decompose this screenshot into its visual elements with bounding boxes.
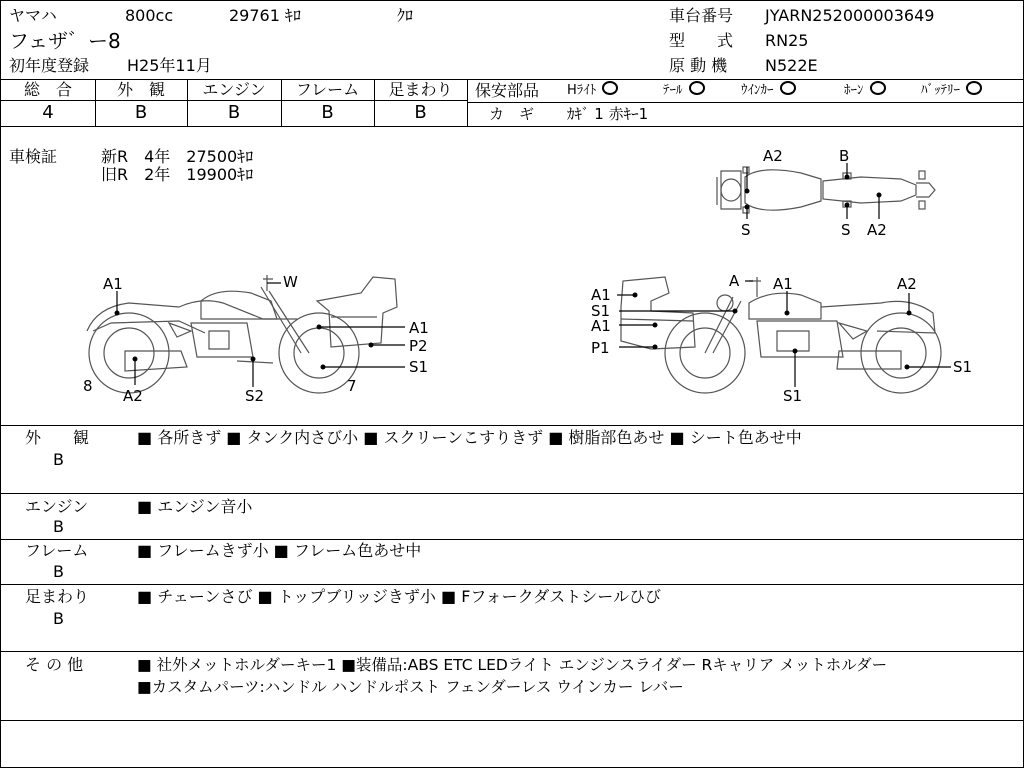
bike-top-view [717, 167, 935, 213]
diagram-label: S [741, 221, 751, 239]
inspection-old: 旧R 2年 19900ｷﾛ [101, 165, 254, 184]
remark-text: ■カスタムパーツ:ハンドル ハンドルポスト フェンダーレス ウインカー レバー [137, 678, 684, 696]
grade-value-frame: B [321, 102, 334, 123]
diagram-label: A1 [591, 286, 611, 304]
safety-item-winker: ｳｲﾝｶｰ [741, 81, 798, 101]
diagram-label: S1 [953, 358, 973, 376]
grade-value-engine: B [227, 102, 241, 123]
model-name: フェザ゛ー8 [9, 29, 121, 53]
frame-number-value: JYARN252000003649 [765, 6, 935, 25]
remark-category: エンジン [25, 497, 89, 516]
divider [467, 79, 468, 126]
diagram-label: A1 [591, 317, 611, 335]
remark-text: ■ フレームきず小 ■ フレーム色あせ中 [137, 541, 422, 560]
bike-right-view [621, 277, 941, 393]
type-label: 型 式 [669, 31, 734, 50]
grade-value-exterior: B [134, 102, 148, 123]
grade-label-exterior: 外 観 [116, 80, 165, 99]
inspection-new: 新R 4年 27500ｷﾛ [101, 147, 254, 166]
grade-value-overall: 4 [42, 102, 54, 123]
safety-item-headlight: Hﾗｲﾄ [567, 81, 620, 101]
safety-item-tail: ﾃｰﾙ [663, 81, 707, 101]
diagram-label: A2 [897, 275, 917, 293]
ok-circle-icon [780, 81, 796, 95]
grade-label-frame: フレーム [295, 80, 360, 99]
engine-model-value: N522E [765, 56, 818, 75]
remark-category: フレーム [25, 541, 89, 560]
safety-item-horn: ﾎｰﾝ [844, 81, 888, 101]
color: ｸﾛ [397, 6, 414, 25]
remark-grade: B [53, 609, 64, 628]
frame-number-label: 車台番号 [669, 6, 734, 25]
divider [467, 102, 1023, 103]
safety-item-battery: ﾊﾞｯﾃﾘｰ [921, 81, 984, 101]
divider [1, 100, 467, 101]
ok-circle-icon [689, 81, 705, 95]
ok-circle-icon [966, 81, 982, 95]
first-registration-label: 初年度登録 [9, 56, 90, 75]
remark-category: 外 観 [25, 428, 90, 447]
remark-category: 足まわり [25, 587, 90, 606]
key-value: ｶｷﾞ 1 赤ｷｰ1 [567, 105, 649, 123]
remark-grade: B [53, 517, 64, 536]
diagram-label: 8 [83, 377, 93, 395]
type-value: RN25 [765, 31, 809, 50]
diagram-label: A1 [409, 319, 429, 337]
diagram-label: P2 [409, 337, 428, 355]
diagram-label: A1 [103, 275, 123, 293]
grade-label-overall: 総 合 [23, 80, 72, 99]
grade-value-suspension: B [414, 102, 427, 123]
divider [1, 720, 1023, 721]
diagram-label: S2 [245, 387, 265, 405]
grade-label-suspension: 足まわり [388, 80, 453, 99]
diagram-label: B [839, 147, 850, 165]
bike-left-view [87, 275, 397, 393]
remark-text: ■ 社外メットホルダーキー1 ■装備品:ABS ETC LEDライト エンジンスライダー Rキャリア メットホルダー [137, 656, 888, 674]
safety-parts-label: 保安部品 [475, 81, 540, 100]
diagram-label: W [283, 273, 298, 291]
remark-grade: B [53, 450, 64, 469]
inspection-label: 車検証 [9, 147, 58, 166]
ok-circle-icon [870, 81, 886, 95]
damage-diagram [1, 127, 1023, 425]
remark-text: ■ 各所きず ■ タンク内さび小 ■ スクリーンこすりきず ■ 樹脂部色あせ ■ シート色あせ中 [137, 428, 802, 447]
maker: ヤマハ [9, 6, 57, 25]
displacement: 800cc [125, 6, 174, 25]
remark-text: ■ エンジン音小 [137, 497, 253, 516]
diagram-label: A1 [773, 275, 793, 293]
divider [1, 425, 1023, 426]
diagram-label: A2 [867, 221, 887, 239]
engine-model-label: 原 動 機 [669, 56, 728, 75]
first-registration-value: H25年11月 [127, 56, 212, 75]
diagram-label: 7 [347, 377, 357, 395]
diagram-label: A2 [763, 147, 783, 165]
mileage: 29761 ｷﾛ [229, 6, 301, 25]
diagram-label: S1 [591, 302, 611, 320]
remark-grade: B [53, 562, 64, 581]
remark-category: そ の 他 [25, 655, 84, 674]
diagram-label: S1 [409, 358, 429, 376]
diagram-label: A2 [123, 387, 143, 405]
divider [1, 493, 1023, 494]
divider [1, 584, 1023, 585]
key-label: カ ギ [489, 105, 535, 123]
ok-circle-icon [602, 81, 618, 95]
divider [1, 651, 1023, 652]
grade-label-engine: エンジン [202, 80, 266, 99]
diagram-label: A [729, 272, 740, 290]
remark-text: ■ チェーンさび ■ トップブリッジきず小 ■ Fフォークダストシールひび [137, 587, 661, 606]
diagram-label: S [841, 221, 851, 239]
diagram-label: S1 [783, 387, 803, 405]
diagram-label: P1 [591, 339, 610, 357]
